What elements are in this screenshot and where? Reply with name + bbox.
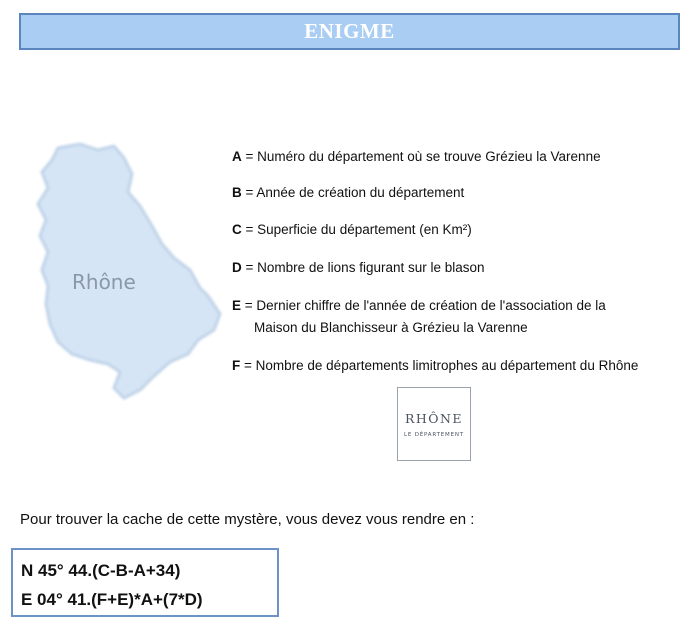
- clue-separator: =: [241, 298, 257, 313]
- logo-subtitle: LE DÉPARTEMENT: [404, 431, 464, 438]
- map-label: Rhône: [72, 270, 136, 294]
- clue-text: Dernier chiffre de l'année de création de l'association de la: [256, 298, 606, 313]
- clue-d: [232, 257, 485, 279]
- east-coordinate: E 04° 41.(F+E)*A+(7*D): [21, 590, 203, 609]
- coordinates-box: [11, 548, 279, 617]
- clue-separator: =: [241, 222, 258, 237]
- title-banner: [19, 13, 680, 50]
- clue-letter: F: [232, 358, 241, 373]
- clue-e: [232, 295, 606, 339]
- clue-text-continued: Maison du Blanchisseur à Grézieu la Varenne: [254, 320, 528, 335]
- clue-a: [232, 146, 601, 168]
- clue-c: [232, 219, 472, 241]
- instruction-text: Pour trouver la cache de cette mystère, vous devez vous rendre en :: [20, 511, 475, 528]
- page-title: ENIGME: [304, 19, 395, 43]
- clue-letter: E: [232, 298, 242, 313]
- clue-text: Nombre de lions figurant sur le blason: [257, 260, 485, 275]
- rhone-department-logo: [397, 387, 471, 461]
- clue-f: [232, 355, 638, 377]
- north-coordinate: N 45° 44.(C-B-A+34): [21, 561, 181, 580]
- logo-wordmark: RHÔNE: [404, 410, 464, 426]
- clue-text: Année de création du département: [256, 185, 465, 200]
- clue-separator: =: [241, 185, 257, 200]
- clue-separator: =: [240, 358, 256, 373]
- clue-text: Numéro du département où se trouve Grézieu la Varenne: [257, 149, 601, 164]
- clue-letter: B: [232, 185, 242, 200]
- clue-b: [232, 182, 464, 204]
- clue-text: Nombre de départements limitrophes au département du Rhône: [255, 358, 639, 373]
- clue-letter: C: [232, 222, 242, 237]
- clue-letter: A: [232, 149, 242, 164]
- clue-text: Superficie du département (en Km²): [257, 222, 472, 237]
- clue-separator: =: [241, 260, 258, 275]
- clue-letter: D: [232, 260, 242, 275]
- clue-separator: =: [241, 149, 258, 164]
